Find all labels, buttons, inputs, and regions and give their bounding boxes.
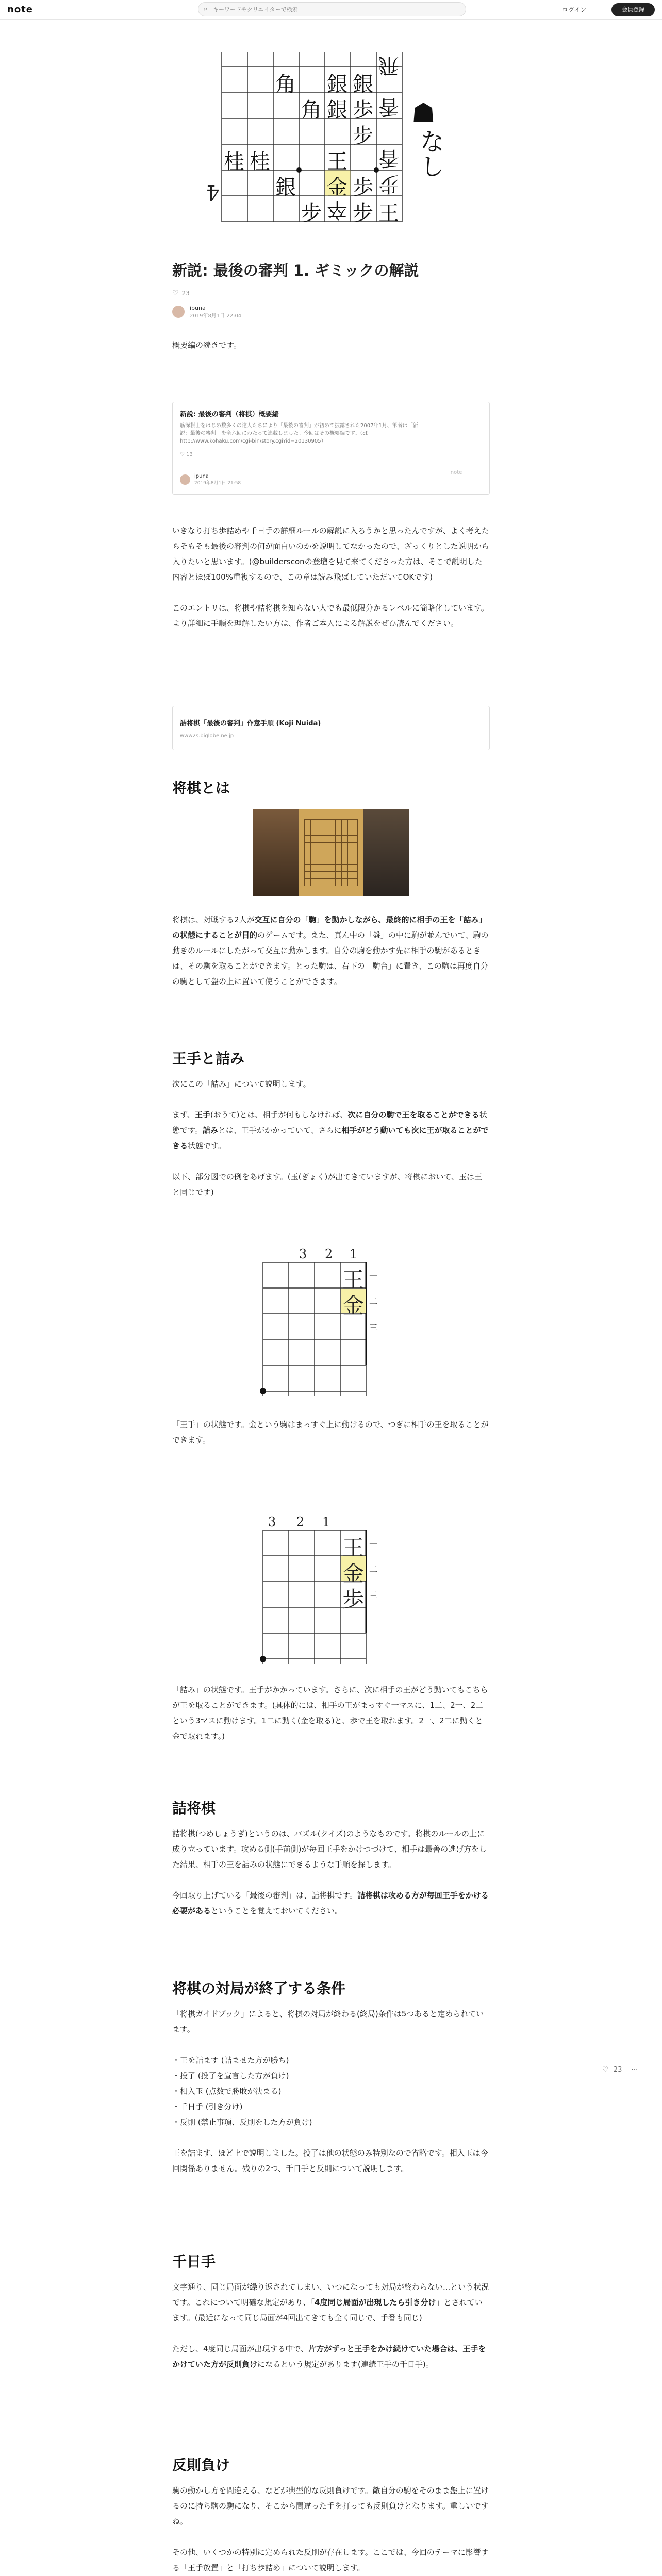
hero-piece: 銀 xyxy=(327,73,347,96)
hero-piece: 王 xyxy=(378,201,399,225)
sen-para-2: ただし、4度同じ局面が出現する中で、片方がずっと王手をかけ続けていた場合は、王手をかけていた方が反則負けになるという規定があります(連続王手の千日手)。 xyxy=(172,2344,486,2369)
embed-heart-icon: ♡ xyxy=(180,452,185,457)
hero-piece: 卒 xyxy=(327,198,347,222)
hero-side-text: なし xyxy=(416,129,444,178)
board-2-col-3: 3 xyxy=(268,1515,276,1529)
heart-icon[interactable]: ♡ xyxy=(172,289,179,297)
list-item: ・反則 (禁止事項、反則をした方が負け) xyxy=(172,2117,312,2127)
section-shogi xyxy=(172,778,490,799)
board-2-col-1: 1 xyxy=(322,1515,330,1529)
photo-board xyxy=(299,809,363,896)
heading-sennichi: 千日手 xyxy=(172,2253,216,2270)
link-card-title: 詰将棋「最後の審判」作意手順 (Koji Nuida) xyxy=(180,720,321,727)
tsumi-example: 以下、部分図での例をあげます。(玉(ぎょく)が出てきていますが、将棋において、玉は王と同じです) xyxy=(172,1172,483,1197)
board-1-piece-king: 王 xyxy=(342,1267,365,1293)
hero-piece: 角 xyxy=(301,98,322,122)
hero-piece: 桂 xyxy=(224,150,244,174)
list-item: ・千日手 (引き分け) xyxy=(172,2102,243,2111)
embed-title: 新説: 最後の審判（将棋）概要編 xyxy=(180,411,279,418)
photo-left xyxy=(253,809,299,896)
photo-right xyxy=(363,809,409,896)
float-likes: 23 xyxy=(613,2066,622,2074)
hero-piece: 步 xyxy=(301,201,322,225)
hero-piece: 香 xyxy=(378,95,399,118)
end-para-2: 王を詰ます、ほど上で説明しました。投了は他の状態のみ特別なので省略です。相入玉は今回関係ありません。残りの2つ、千日手と反則について説明します。 xyxy=(172,2148,488,2173)
section-end xyxy=(172,1978,490,2176)
float-heart-icon[interactable]: ♡ xyxy=(602,2066,608,2074)
likes-count: 23 xyxy=(181,290,190,297)
board-2-rank-2: 二 xyxy=(369,1565,378,1574)
search-input[interactable] xyxy=(213,5,455,14)
board-1-col-2: 2 xyxy=(325,1247,333,1261)
hero-piece: 銀 xyxy=(327,98,347,122)
board-2-piece-gold: 金 xyxy=(342,1561,365,1586)
cap-1: 「王手」の状態です。金という駒はまっすぐ上に動けるので、つぎに相手の王を取ることができます。 xyxy=(172,1420,489,1445)
hero-piece: 銀 xyxy=(353,73,373,96)
board-1-svg xyxy=(258,1247,412,1401)
site-header xyxy=(0,0,662,20)
para-2: このエントリは、将棋や詰将棋を知らない人でも最低限分かるレベルに簡略化しています。より詳細に手順を理解したい方は、作者ご本人による解説をぜひ読んでください。 xyxy=(172,603,489,628)
heading-tsume: 詰将棋 xyxy=(172,1800,216,1817)
heading-tsumi: 王手と詰み xyxy=(172,1050,245,1067)
list-item: ・投了 (投了を宣言した方が負け) xyxy=(172,2071,289,2080)
hero-piece: 香 xyxy=(378,146,399,170)
section-tsumi xyxy=(172,1048,490,1200)
hero-piece: 步 xyxy=(378,172,399,196)
hero-piece: 王 xyxy=(327,150,347,174)
builderscon-link[interactable]: @builderscon xyxy=(252,557,305,566)
signup-button[interactable]: 会員登録 xyxy=(611,3,655,16)
section-hansoku xyxy=(172,2455,490,2575)
end-para-1: 「将棋ガイドブック」によると、将棋の対局が終わる(終局)条件は5つあると定められています。 xyxy=(172,2009,484,2034)
tsume-para-2: 今回取り上げている「最後の審判」は、詰将棋です。詰将棋は攻める方が毎回王手をかける必要があるということを覚えておいてください。 xyxy=(172,1891,489,1916)
board-1 xyxy=(258,1247,412,1401)
shogi-photo xyxy=(253,809,409,896)
board-1-col-1: 1 xyxy=(350,1247,358,1261)
author-name[interactable]: ipuna xyxy=(190,304,206,311)
hero-piece: 角 xyxy=(275,73,296,96)
hero-piece: 銀 xyxy=(275,176,296,199)
hero-piece: 飛 xyxy=(378,54,399,77)
board-2-svg xyxy=(258,1515,412,1669)
board-2-col-2: 2 xyxy=(296,1515,305,1529)
hero-piece: 金 xyxy=(327,176,347,199)
board-2-piece-king: 王 xyxy=(342,1535,365,1561)
hero-side-piece: ☗ xyxy=(411,98,436,129)
board-2-piece-pawn: 歩 xyxy=(342,1587,365,1612)
han-para-1: 駒の動かし方を間違える、などが典型的な反則負けです。敵自分の駒をそのまま盤上に置けるのに持ち駒の駒になり、そこから間違った手を打っても反則負けとなります。重しいですね。 xyxy=(172,2486,489,2526)
section-intro xyxy=(172,523,490,631)
section-tsume xyxy=(172,1798,490,1919)
embed-author xyxy=(180,473,241,486)
intro-text: 概要編の続きです。 xyxy=(172,341,241,350)
sen-para-1: 文字通り、同じ局面が繰り返されてしまい、いつになっても対局が終わらない...という状況です。これについて明確な規定があり、「4度同じ局面が出現したら引き分け」とされています。(最近になって同じ局面が4回出てきても全く同じで、手番も同じ) xyxy=(172,2282,489,2323)
embed-body: 筋深棋士をはじめ数多くの達人たちにより「最後の審判」が初めて披露された2007年1月、筆者は「新説：最後の審判」を全六回にわたって連載しました。今回はその概要編です。（cf. http://www.kohaku.com/cgi-bin/story.cgi?id=20130905） xyxy=(180,423,418,444)
board-1-piece-gold: 金 xyxy=(342,1293,365,1318)
hero-piece: 歩 xyxy=(353,98,373,122)
board-1-col-3: 3 xyxy=(299,1247,307,1261)
embed-card[interactable] xyxy=(172,402,490,495)
embed-date: 2019年8月1日 21:58 xyxy=(194,481,241,486)
tsumi-intro: 次にこの「詰み」について説明します。 xyxy=(172,1079,311,1089)
embed-thumbnail xyxy=(431,409,482,486)
han-para-2: その他、いくつかの特別に定められた反則が存在します。ここでは、今回のテーマに影響する「王手放置」と「打ち歩詰め」について説明します。 xyxy=(172,2548,489,2572)
login-link[interactable]: ログイン xyxy=(562,6,587,13)
board-2 xyxy=(258,1515,412,1669)
embed-likes-count: 13 xyxy=(186,452,193,457)
article-title: 新説: 最後の審判 1. ギミックの解説 xyxy=(172,262,419,279)
list-item: ・王を詰ます (詰ませた方が勝ち) xyxy=(172,2056,289,2065)
floating-actions xyxy=(602,2066,638,2074)
board-2-rank-1: 一 xyxy=(369,1539,378,1549)
heading-hansoku: 反則負け xyxy=(172,2456,230,2473)
board-2-rank-3: 三 xyxy=(369,1590,378,1600)
post-date: 2019年8月1日 22:04 xyxy=(190,313,242,319)
cap-1-block xyxy=(172,1417,490,1448)
hero-piece: 步 xyxy=(353,124,373,148)
hero-rank-label: 4 xyxy=(206,180,220,204)
author-row xyxy=(172,304,490,319)
likes-row xyxy=(172,289,490,297)
search-bar[interactable] xyxy=(198,2,466,16)
cap-2-block xyxy=(172,1682,490,1744)
tsume-para-1: 詰将棋(つめしょうぎ)というのは、パズル(クイズ)のようなものです。将棋のルールの上に成り立っています。攻める側(手前側)が毎回王手をかけつづけて、相手は最善の逃げ方をした結果、相手の王を詰みの状態にできるような手順を探します。 xyxy=(172,1829,487,1869)
shogi-text xyxy=(172,912,490,989)
hero-piece: 歩 xyxy=(353,176,373,199)
embed-likes xyxy=(180,452,193,457)
heading-end: 将棋の対局が終了する条件 xyxy=(172,1980,346,1997)
cap-2: 「詰み」の状態です。王手がかかっています。さらに、次に相手の王がどう動いてもこちらが王を取ることができます。(具体的には、相手の王がまっすぐ一マスに、1二、2一、2二という3マスに動けます。1二に動く(金を取る)と、歩で王を取れます。2一、2二に動くと金で取れます。) xyxy=(172,1685,488,1741)
float-share-icon[interactable]: ⋯ xyxy=(631,2066,638,2074)
end-list xyxy=(172,2053,490,2130)
article-title-block xyxy=(172,260,490,353)
note-logo[interactable]: note xyxy=(7,4,33,15)
board-1-rank-3: 三 xyxy=(369,1323,378,1332)
tsumi-def: まず、王手(おうて)とは、相手が何もしなければ、次に自分の駒で王を取ることができる状態です。詰みとは、王手がかかっていて、さらに相手がどう動いても次に王が取ることができる状態です。 xyxy=(172,1110,489,1150)
board-1-rank-1: 一 xyxy=(369,1271,378,1281)
hero-piece: 步 xyxy=(353,201,373,225)
link-card[interactable] xyxy=(172,706,490,750)
search-icon: ⌕ xyxy=(204,5,208,13)
embed-author-name: ipuna xyxy=(194,473,209,479)
embed-logo: note xyxy=(450,470,462,476)
list-item: ・相入玉 (点数で勝敗が決まる) xyxy=(172,2087,282,2096)
hero-piece: 桂 xyxy=(250,150,270,174)
board-1-rank-2: 二 xyxy=(369,1297,378,1307)
link-card-url: www2s.biglobe.ne.jp xyxy=(180,733,234,739)
section-sennichi xyxy=(172,2251,490,2372)
shogi-para: 将棋は、対戦する2人が交互に自分の「駒」を動かしながら、最終的に相手の王を「詰み」の状態にすることが目的のゲームです。また、真ん中の「盤」の中に駒が並んでいて、駒の動きのルールにしたがって交互に動かします。自分の駒を動かす先に相手の駒があるときは、その駒を取ることができます。とった駒は、右下の「駒台」に置き、この駒は再度自分の駒として盤の上に置いて使うことができます。 xyxy=(172,915,489,986)
heading-shogi: 将棋とは xyxy=(172,779,230,796)
embed-avatar xyxy=(180,474,190,485)
para-1: いきなり打ち歩詰めや千日手の詳細ルールの解説に入ろうかと思ったんですが、よく考えたらそもそも最後の審判の何が面白いのかを説明してなかったので、ざっくりとした説明から入りたいと思います。(@buildersconの登壇を見て来てくださった方は、そこで説明した内容とほぼ100%重複するので、この章は読み飛ばしていただいてOKです) xyxy=(172,526,489,582)
author-avatar[interactable] xyxy=(172,306,185,318)
hero-image xyxy=(206,52,464,227)
